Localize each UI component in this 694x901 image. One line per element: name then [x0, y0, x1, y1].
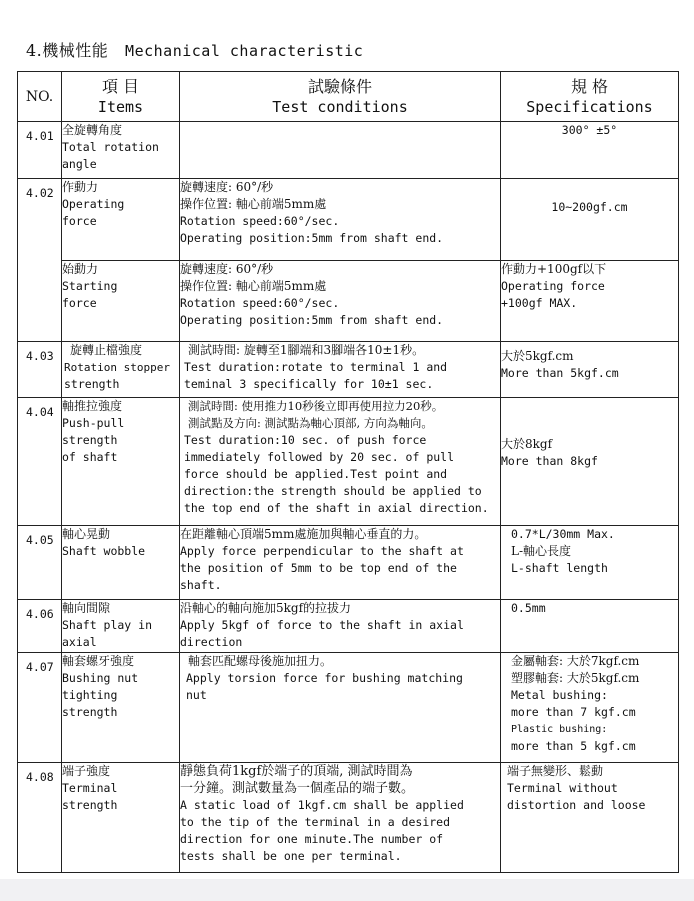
test-line: the position of 5mm to be top end of the	[180, 561, 457, 575]
table-row	[18, 342, 679, 398]
item-en: force	[62, 214, 97, 228]
header-spec-en: Specifications	[526, 97, 653, 116]
test-line: force should be applied.Test point and	[184, 467, 448, 481]
item-cell	[62, 122, 180, 179]
item-en: strength	[64, 377, 120, 391]
section-title-zh: 4.機械性能	[26, 41, 109, 60]
item-en: Shaft play in	[62, 618, 153, 632]
test-line: 操作位置: 軸心前端5mm處	[180, 197, 327, 211]
section-title-en: Mechanical characteristic	[125, 42, 364, 60]
test-line: 軸套匹配螺母後施加扭力。	[188, 654, 333, 668]
item-cell	[62, 342, 180, 398]
test-line: teminal 3 specifically for 10±1 sec.	[184, 377, 434, 391]
header-test-zh: 試驗條件	[307, 76, 372, 96]
header-items-zh: 項 目	[101, 76, 140, 96]
test-line: immediately followed by 20 sec. of pull	[184, 450, 455, 464]
test-line: to the tip of the terminal in a desired	[180, 815, 451, 829]
spec-line: Operating force	[501, 279, 605, 293]
test-cell	[180, 526, 501, 600]
header-items-en: Items	[97, 97, 144, 116]
table-row	[18, 600, 679, 653]
item-en: angle	[62, 157, 97, 171]
test-line: Apply force perpendicular to the shaft at	[180, 544, 464, 558]
table-row	[18, 398, 679, 526]
test-line: 測試點及方向: 測試點為軸心頂部, 方向為軸向。	[188, 416, 433, 430]
test-line: Rotation speed:60°/sec.	[180, 296, 340, 310]
test-line: direction for one minute.The number of	[180, 832, 444, 846]
item-en: Operating	[62, 197, 125, 211]
row-no: 4.06	[18, 600, 62, 653]
test-cell	[180, 179, 501, 261]
spec-line: Plastic bushing:	[511, 724, 608, 735]
item-cell	[62, 179, 180, 261]
spec-line: Terminal without	[507, 781, 618, 795]
item-en: Total rotation	[62, 140, 159, 154]
row-no: 4.04	[18, 398, 62, 526]
spec-line: more than 5 kgf.cm	[511, 739, 636, 753]
mechanical-spec-table	[17, 71, 679, 873]
spec-line: More than 5kgf.cm	[501, 366, 619, 380]
spec-line: Metal bushing:	[511, 688, 608, 702]
item-zh: 全旋轉角度	[62, 123, 123, 137]
item-cell	[62, 763, 180, 873]
item-cell	[62, 653, 180, 763]
spec-line: 塑膠軸套: 大於5kgf.cm	[511, 671, 640, 685]
table-row	[18, 122, 679, 179]
item-en: Starting	[62, 279, 118, 293]
spec-line: 作動力+100gf以下	[501, 262, 607, 276]
header-test	[180, 72, 501, 122]
table-row	[18, 763, 679, 873]
header-no: NO.	[18, 72, 62, 122]
test-line: 旋轉速度: 60°/秒	[180, 180, 274, 194]
test-line: 一分鐘。測試數量為一個產品的端子數。	[180, 781, 415, 796]
item-en: Shaft wobble	[62, 544, 146, 558]
spec-cell	[501, 261, 679, 342]
test-line: A static load of 1kgf.cm shall be applied	[180, 798, 464, 812]
spec-line: 0.7*L/30mm Max.	[511, 527, 615, 541]
row-no: 4.08	[18, 763, 62, 873]
item-zh: 軸推拉強度	[62, 399, 123, 413]
page-footer-strip	[0, 879, 694, 901]
spec-line: More than 8kgf	[501, 454, 598, 468]
test-cell	[180, 342, 501, 398]
row-no: 4.05	[18, 526, 62, 600]
row-no: 4.03	[18, 342, 62, 398]
test-line: 測試時間: 旋轉至1腳端和3腳端各10±1秒。	[188, 343, 425, 357]
item-en: force	[62, 296, 97, 310]
item-cell	[62, 600, 180, 653]
spec-cell	[501, 179, 679, 261]
test-line: direction:the strength should be applied to	[184, 484, 482, 498]
item-en: Terminal	[62, 781, 118, 795]
item-en: Bushing nut	[62, 671, 139, 685]
spec-line: 金屬軸套: 大於7kgf.cm	[511, 654, 640, 668]
item-cell	[62, 398, 180, 526]
test-line: 沿軸心的軸向施加5kgf的拉拔力	[180, 601, 352, 615]
spec-line: more than 7 kgf.cm	[511, 705, 636, 719]
item-zh: 始動力	[62, 262, 99, 276]
item-en: axial	[62, 635, 97, 649]
spec-line: L-軸心長度	[511, 544, 572, 558]
row-no: 4.07	[18, 653, 62, 763]
row-no: 4.01	[18, 122, 62, 179]
table-header-row	[18, 72, 679, 122]
spec-line: L-shaft length	[511, 561, 608, 575]
section-title	[26, 38, 363, 61]
item-cell	[62, 261, 180, 342]
test-cell	[180, 122, 501, 179]
test-line: Apply 5kgf of force to the shaft in axial	[180, 618, 464, 632]
spec-cell	[501, 122, 679, 179]
item-en: strength	[62, 798, 118, 812]
header-spec-zh: 規 格	[570, 76, 609, 96]
table-row	[18, 261, 679, 342]
item-en: of shaft	[62, 450, 118, 464]
item-en: Push-pull	[62, 416, 125, 430]
spec-line: 大於8kgf	[501, 437, 553, 451]
spec-cell	[501, 600, 679, 653]
test-line: Test duration:rotate to terminal 1 and	[184, 360, 448, 374]
spec-value: 10~200gf.cm	[551, 200, 628, 214]
test-line: Operating position:5mm from shaft end.	[180, 231, 444, 245]
test-cell	[180, 600, 501, 653]
item-zh: 作動力	[62, 180, 99, 194]
item-zh: 旋轉止檔強度	[70, 343, 143, 357]
spec-cell	[501, 526, 679, 600]
spec-line: 端子無變形、鬆動	[507, 764, 604, 778]
test-line: tests shall be one per terminal.	[180, 849, 402, 863]
spec-value: 0.5mm	[511, 601, 546, 615]
test-line: 測試時間: 使用推力10秒後立即再使用拉力20秒。	[188, 399, 444, 413]
item-en: strength	[62, 433, 118, 447]
item-en: strength	[62, 705, 118, 719]
header-spec	[501, 72, 679, 122]
spec-value: 300° ±5°	[561, 123, 618, 137]
table-row	[18, 526, 679, 600]
item-cell	[62, 526, 180, 600]
test-line: Apply torsion force for bushing matching	[186, 671, 463, 685]
test-cell	[180, 398, 501, 526]
test-line: 在距離軸心頂端5mm處施加與軸心垂直的力。	[180, 527, 427, 541]
test-line: the top end of the shaft in axial direction.	[184, 501, 489, 515]
test-line: 操作位置: 軸心前端5mm處	[180, 279, 327, 293]
test-line: Test duration:10 sec. of push force	[184, 433, 427, 447]
spec-line: distortion and loose	[507, 798, 646, 812]
item-zh: 軸向間隙	[62, 601, 111, 615]
test-line: Rotation speed:60°/sec.	[180, 214, 340, 228]
test-line: Operating position:5mm from shaft end.	[180, 313, 444, 327]
test-cell	[180, 261, 501, 342]
test-line: 旋轉速度: 60°/秒	[180, 262, 274, 276]
test-cell	[180, 763, 501, 873]
table-row	[18, 653, 679, 763]
spec-line: 大於5kgf.cm	[501, 349, 574, 363]
spec-line: +100gf MAX.	[501, 296, 578, 310]
item-zh: 端子強度	[62, 764, 111, 778]
item-en: Rotation stopper	[64, 361, 170, 374]
item-en: tighting	[62, 688, 118, 702]
test-line: shaft.	[180, 578, 222, 592]
header-items	[62, 72, 180, 122]
table-row	[18, 179, 679, 261]
spec-cell	[501, 653, 679, 763]
spec-cell	[501, 342, 679, 398]
test-cell	[180, 653, 501, 763]
row-no: 4.02	[18, 179, 62, 342]
spec-cell	[501, 398, 679, 526]
item-zh: 軸套螺牙強度	[62, 654, 135, 668]
item-zh: 軸心晃動	[62, 527, 111, 541]
spec-cell	[501, 763, 679, 873]
test-line: direction	[180, 635, 243, 649]
header-test-en: Test conditions	[272, 97, 408, 116]
test-line: 靜態負荷1kgf於端子的頂端, 測試時間為	[180, 764, 413, 779]
test-line: nut	[186, 688, 207, 702]
